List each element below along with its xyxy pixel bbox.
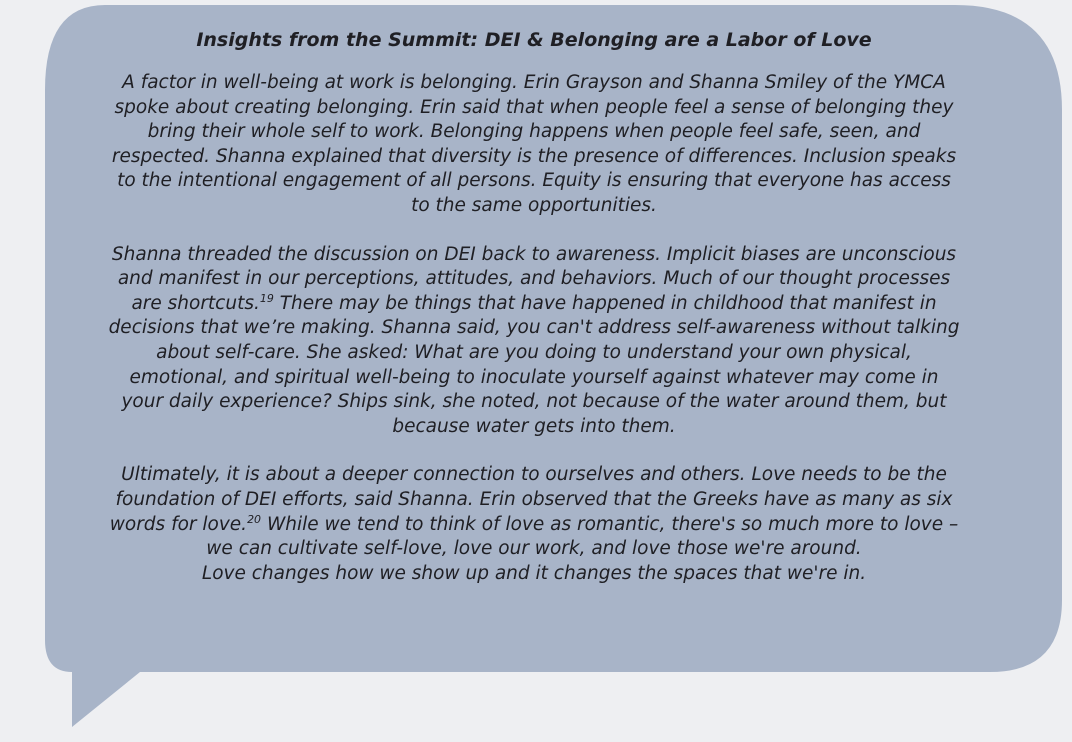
line-text: are shortcuts.	[131, 292, 260, 314]
paragraph-line: Shanna threaded the discussion on DEI back to awareness. Implicit biases are unconscious	[111, 243, 957, 265]
line-text: There may be things that have happened in childhood that manifest in	[273, 292, 937, 314]
article-title: Insights from the Summit: DEI & Belonging are a Labor of Love	[196, 29, 872, 51]
footnote-ref-19: 19	[259, 291, 274, 305]
paragraph-line: Ultimately, it is about a deeper connection to ourselves and others. Love needs to be the	[121, 464, 947, 486]
paragraph-2	[14, 243, 1054, 440]
paragraph-line	[14, 513, 1054, 538]
paragraph-line: Love changes how we show up and it changes the spaces that we're in.	[201, 562, 867, 584]
footnote-ref-20: 20	[247, 512, 262, 526]
paragraph-line: because water gets into them.	[392, 415, 676, 437]
paragraph-line: foundation of DEI efforts, said Shanna. Erin observed that the Greeks have as many as six	[115, 488, 953, 510]
paragraph-line: to the same opportunities.	[411, 194, 657, 216]
paragraph-line: spoke about creating belonging. Erin said that when people feel a sense of belonging they	[114, 96, 954, 118]
line-text: words for love.	[109, 513, 248, 535]
paragraph-line: emotional, and spiritual well-being to inoculate yourself against whatever may come in	[129, 366, 939, 388]
paragraph-line	[14, 292, 1054, 317]
paragraph-line: about self-care. She asked: What are you doing to understand your own physical,	[156, 341, 912, 363]
line-text: While we tend to think of love as romantic, there's so much more to love –	[261, 513, 959, 535]
paragraph-line: and manifest in our perceptions, attitudes, and behaviors. Much of our thought processes	[117, 268, 951, 290]
paragraph-line: to the intentional engagement of all persons. Equity is ensuring that everyone has access	[117, 170, 951, 192]
paragraph-line: your daily experience? Ships sink, she noted, not because of the water around them, but	[121, 391, 947, 413]
paragraph-line: we can cultivate self-love, love our work, and love those we're around.	[206, 538, 862, 560]
paragraph-line: A factor in well-being at work is belonging. Erin Grayson and Shanna Smiley of the YMCA	[122, 72, 946, 93]
article	[14, 27, 1054, 610]
paragraph-3	[14, 463, 1054, 586]
paragraph-1	[14, 71, 1054, 219]
paragraph-line: respected. Shanna explained that diversity is the presence of differences. Inclusion speaks	[111, 145, 957, 167]
paragraph-line: bring their whole self to work. Belonging happens when people feel safe, seen, and	[147, 121, 921, 143]
paragraph-line: decisions that we’re making. Shanna said, you can't address self-awareness without talking	[108, 317, 960, 339]
